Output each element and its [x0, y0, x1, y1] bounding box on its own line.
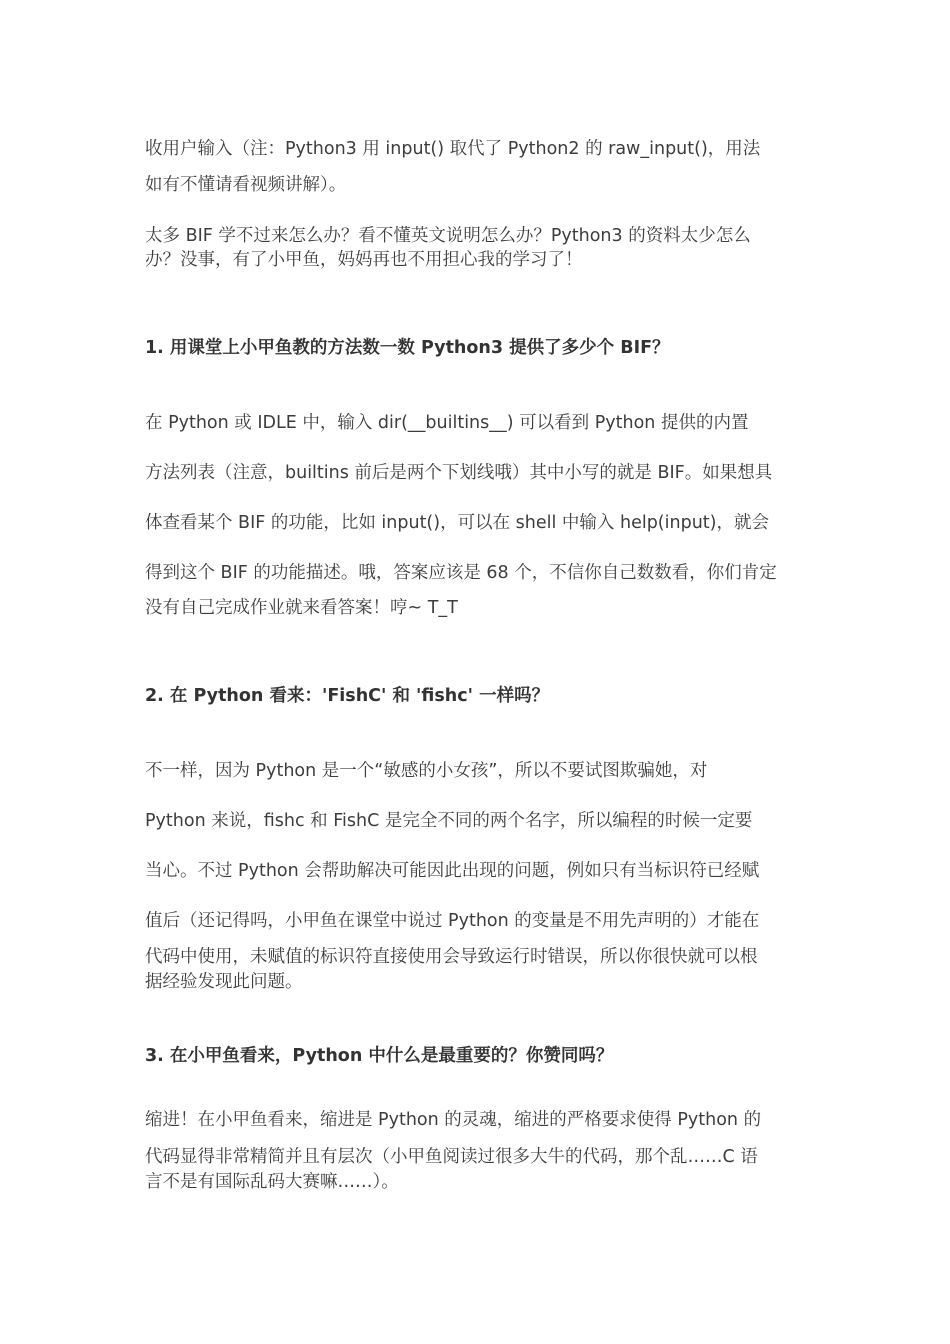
answer-3-line-3: 言不是有国际乱码大赛嘛……）。 [145, 1172, 399, 1192]
answer-2-line-3: 当心。不过 Python 会帮助解决可能因此出现的问题，例如只有当标识符已经赋 [145, 861, 760, 881]
intro-line-1: 收用户输入（注：Python3 用 input() 取代了 Python2 的 raw_input()，用法 [145, 139, 761, 159]
answer-2-line-6: 据经验发现此问题。 [145, 972, 303, 992]
answer-2-line-1: 不一样，因为 Python 是一个“敏感的小女孩”，所以不要试图欺骗她，对 [145, 761, 708, 781]
note-line-2: 办？没事，有了小甲鱼，妈妈再也不用担心我的学习了！ [145, 250, 583, 270]
answer-2-line-2: Python 来说，fishc 和 FishC 是完全不同的两个名字，所以编程的时候一定要 [145, 811, 753, 831]
answer-1-line-3: 体查看某个 BIF 的功能，比如 input()，可以在 shell 中输入 help(input)，就会 [145, 513, 769, 533]
question-2-title: 2. 在 Python 看来：'FishC' 和 'fishc' 一样吗？ [145, 686, 550, 706]
answer-2-line-5: 代码中使用，未赋值的标识符直接使用会导致运行时错误，所以你很快就可以根 [145, 947, 758, 967]
question-3-title: 3. 在小甲鱼看来，Python 中什么是最重要的？你赞同吗？ [145, 1046, 614, 1066]
answer-3-line-2: 代码显得非常精简并且有层次（小甲鱼阅读过很多大牛的代码，那个乱……C 语 [145, 1147, 758, 1167]
intro-line-2: 如有不懂请看视频讲解）。 [145, 175, 347, 195]
answer-2-line-4: 值后（还记得吗，小甲鱼在课堂中说过 Python 的变量是不用先声明的）才能在 [145, 911, 760, 931]
answer-1-line-4: 得到这个 BIF 的功能描述。哦，答案应该是 68 个，不信你自己数数看，你们肯定 [145, 563, 777, 583]
answer-1-line-1: 在 Python 或 IDLE 中，输入 dir(__builtins__) 可以看到 Python 提供的内置 [145, 413, 749, 433]
answer-1-line-5: 没有自己完成作业就来看答案！哼~ T_T [145, 598, 458, 618]
answer-1-line-2: 方法列表（注意，builtins 前后是两个下划线哦）其中小写的就是 BIF。如果想具 [145, 463, 773, 483]
answer-3-line-1: 缩进！在小甲鱼看来，缩进是 Python 的灵魂，缩进的严格要求使得 Python 的 [145, 1110, 762, 1130]
note-line-1: 太多 BIF 学不过来怎么办？看不懂英文说明怎么办？Python3 的资料太少怎么 [145, 226, 751, 246]
question-1-title: 1. 用课堂上小甲鱼教的方法数一数 Python3 提供了多少个 BIF？ [145, 338, 670, 358]
